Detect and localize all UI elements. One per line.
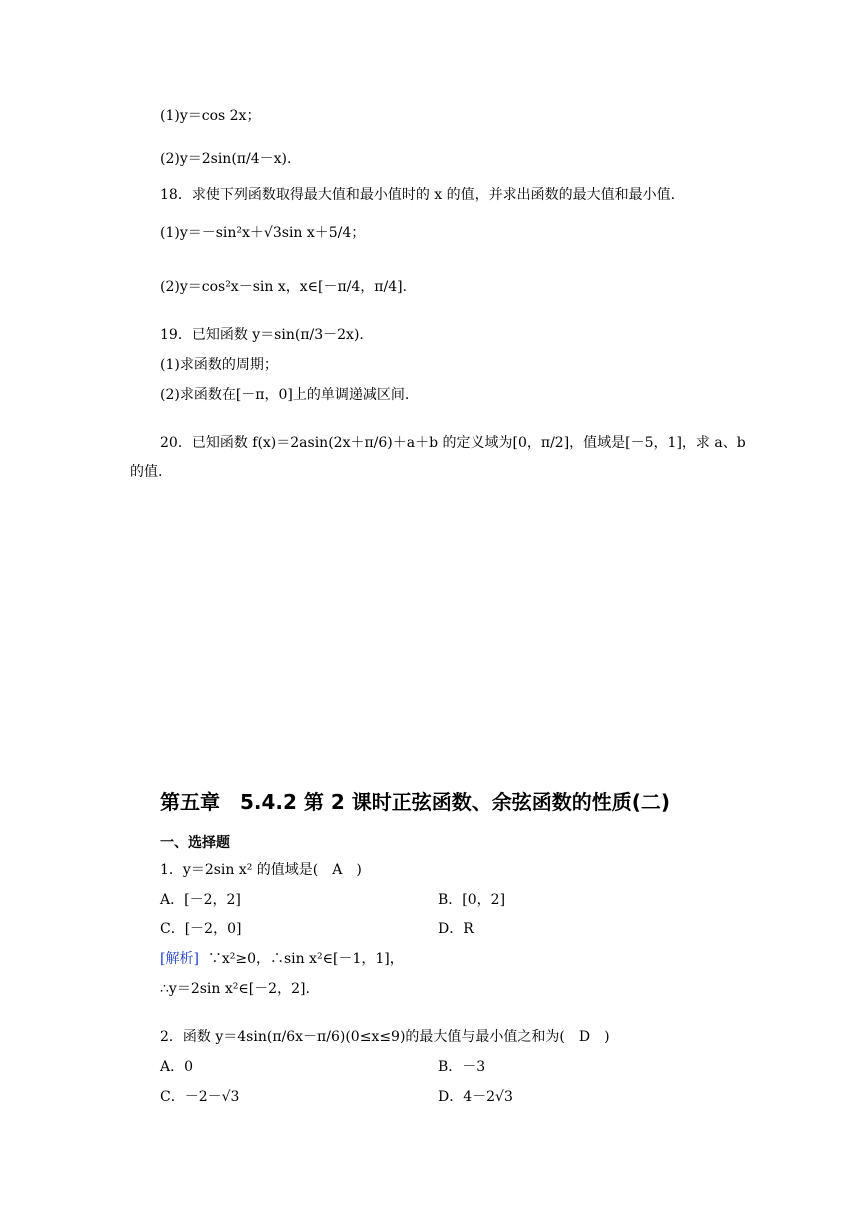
question-20: 20．已知函数 f(x)＝2asin(2x＋π/6)＋a＋b 的定义域为[0，π/2]，值域是[－5，1]，求 a、b bbox=[160, 435, 746, 451]
solution-line-1 bbox=[160, 950, 404, 968]
question-19-part2: (2)求函数在[－π，0]上的单调递减区间. bbox=[160, 387, 410, 403]
q17-part2: (2)y＝2sin(π/4－x). bbox=[160, 151, 292, 167]
question-2: 2．函数 y＝4sin(π/6x－π/6)(0≤x≤9)的最大值与最小值之和为( D ) bbox=[160, 1029, 610, 1045]
question-19-part1: (1)求函数的周期； bbox=[160, 357, 278, 373]
q2-option-a: A．0 bbox=[160, 1059, 194, 1075]
question-20-continued: 的值. bbox=[130, 464, 163, 480]
q1-option-b: B．[0，2] bbox=[438, 892, 506, 908]
q2-option-b: B．－3 bbox=[438, 1059, 486, 1075]
question-18: 18．求使下列函数取得最大值和最小值时的 x 的值，并求出函数的最大值和最小值. bbox=[160, 187, 676, 203]
q1-option-d: D．R bbox=[438, 921, 474, 937]
q1-option-a: A．[－2，2] bbox=[160, 892, 241, 908]
section-heading: 一、选择题 bbox=[160, 835, 230, 851]
q1-option-c: C．[－2，0] bbox=[160, 921, 242, 937]
question-1: 1．y＝2sin x² 的值域是( A ) bbox=[160, 862, 362, 878]
solution-text-1: ∵x²≥0，∴sin x²∈[－1，1]， bbox=[207, 951, 404, 967]
question-19: 19．已知函数 y＝sin(π/3－2x). bbox=[160, 327, 364, 343]
question-18-part1: (1)y＝－sin²x＋√3sin x＋5/4； bbox=[160, 225, 366, 241]
solution-line-2: ∴y＝2sin x²∈[－2，2]. bbox=[160, 981, 310, 997]
solution-tag: [解析] bbox=[160, 951, 199, 967]
chapter-title: 第五章 5.4.2 第 2 课时正弦函数、余弦函数的性质(二) bbox=[160, 790, 671, 814]
q17-part1: (1)y＝cos 2x； bbox=[160, 108, 261, 124]
q2-option-d: D．4－2√3 bbox=[438, 1089, 513, 1105]
q2-option-c: C．－2－√3 bbox=[160, 1089, 240, 1105]
question-18-part2: (2)y＝cos²x－sin x，x∈[－π/4，π/4]. bbox=[160, 279, 408, 295]
